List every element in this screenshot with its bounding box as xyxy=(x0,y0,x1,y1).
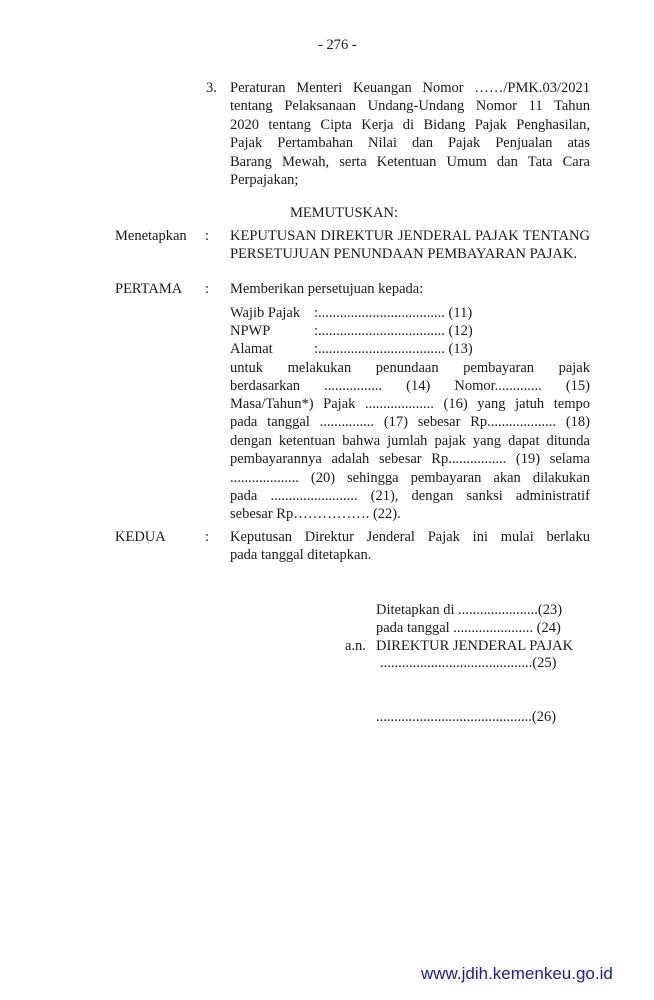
pertama-intro: Memberikan persetujuan kepada: xyxy=(230,281,424,297)
field-label: Alamat xyxy=(230,341,273,357)
pertama-label: PERTAMA xyxy=(115,281,183,297)
page-number: - 276 - xyxy=(318,37,357,53)
menetapkan-line: PERSETUJUAN PENUNDAAN PEMBAYARAN PAJAK. xyxy=(230,246,577,262)
signatory-line-26: ...........................................(26) xyxy=(376,709,557,725)
footer-website-link[interactable]: www.jdih.kemenkeu.go.id xyxy=(421,964,613,983)
colon: : xyxy=(205,228,210,244)
ditetapkan-di: Ditetapkan di ......................(23) xyxy=(376,602,563,618)
pertama-line: pada tanggal ............... (17) sebesar Rp................... (18) xyxy=(230,414,590,430)
field-label: Wajib Pajak xyxy=(230,305,301,321)
pada-tanggal: pada tanggal ...................... (24) xyxy=(376,620,561,636)
pertama-line: sebesar Rp……………. (22). xyxy=(230,506,401,522)
item3-line: Perpajakan; xyxy=(230,172,299,188)
pertama-line: pada ........................ (21), dengan sanksi administratif xyxy=(230,488,590,504)
an-label: a.n. xyxy=(345,638,366,654)
colon: : xyxy=(205,281,210,297)
pertama-line: Masa/Tahun*) Pajak ................... (16) yang jatuh tempo xyxy=(230,396,590,412)
colon: : xyxy=(205,529,210,545)
menetapkan-label: Menetapkan xyxy=(115,228,187,244)
item3-line: 2020 tentang Cipta Kerja di Bidang Pajak Penghasilan, xyxy=(230,117,590,133)
pertama-line: ................... (20) sehingga pembayaran akan dilakukan xyxy=(230,470,590,486)
kedua-label: KEDUA xyxy=(115,529,166,545)
pertama-line: untuk melakukan penundaan pembayaran pajak xyxy=(230,360,590,376)
field-label: NPWP xyxy=(230,323,271,339)
menetapkan-line: KEPUTUSAN DIREKTUR JENDERAL PAJAK TENTANG xyxy=(230,228,590,244)
field-value: :................................... (11) xyxy=(314,305,473,321)
signatory-line-25: ..........................................(25) xyxy=(380,655,557,671)
pertama-line: berdasarkan ................ (14) Nomor............. (15) xyxy=(230,378,590,394)
item3-line: tentang Pelaksanaan Undang-Undang Nomor 11 Tahun xyxy=(230,98,590,114)
pertama-line: dengan ketentuan bahwa jumlah pajak yang dapat ditunda xyxy=(230,433,590,449)
item3-line: Barang Mewah, serta Ketentuan Umum dan Tata Cara xyxy=(230,154,590,170)
field-value: :................................... (13) xyxy=(314,341,473,357)
item-number: 3. xyxy=(206,80,217,96)
field-value: :................................... (12) xyxy=(314,323,473,339)
signatory-title: DIREKTUR JENDERAL PAJAK xyxy=(376,638,574,654)
item3-line: Pajak Pertambahan Nilai dan Pajak Penjualan atas xyxy=(230,135,590,151)
item3-line: Peraturan Menteri Keuangan Nomor ……/PMK.03/2021 xyxy=(230,80,590,96)
memutuskan-heading: MEMUTUSKAN: xyxy=(290,205,398,221)
pertama-line: pembayarannya adalah sebesar Rp................ (19) selama xyxy=(230,451,590,467)
kedua-line: Keputusan Direktur Jenderal Pajak ini mulai berlaku xyxy=(230,529,590,545)
kedua-line: pada tanggal ditetapkan. xyxy=(230,547,372,563)
